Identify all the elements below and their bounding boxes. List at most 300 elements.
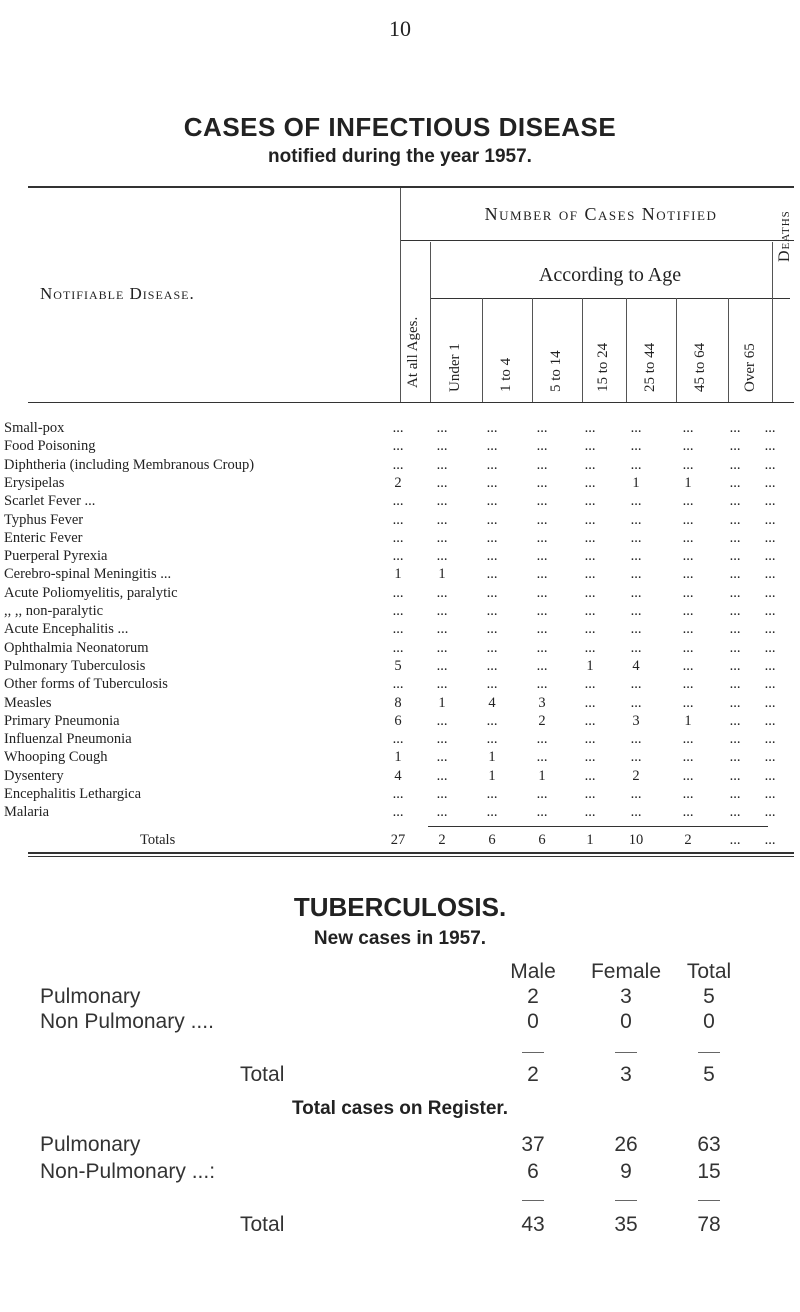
table-row (0, 457, 800, 475)
table-row (0, 585, 800, 603)
table-cell: ... (392, 621, 404, 638)
tb-row-label: Non Pulmonary .... (40, 1010, 214, 1033)
tb-cell: 9 (620, 1160, 632, 1183)
table-cell: ... (729, 639, 741, 656)
table-cell: 1 (684, 712, 692, 729)
table-cell: ... (729, 456, 741, 473)
table-cell: ... (764, 694, 776, 711)
table-cell: 1 (586, 832, 594, 848)
table-cell: ... (536, 420, 548, 436)
table-cell: ... (584, 749, 596, 766)
table-cell: ... (584, 438, 596, 455)
disease-label: Enteric Fever (4, 529, 83, 546)
table-cell: ... (584, 420, 596, 436)
table-cell: ... (630, 420, 642, 436)
table-row (0, 530, 800, 548)
table-cell: ... (682, 511, 694, 528)
table-cell: 2 (632, 767, 640, 784)
disease-label: Diphtheria (including Membranous Croup) (4, 456, 255, 473)
table-cell: ... (536, 584, 548, 601)
table-cell: ... (729, 731, 741, 748)
disease-label: Other forms of Tuberculosis (4, 676, 168, 693)
table-cell: ... (630, 621, 642, 638)
table-cell: ... (764, 767, 776, 784)
table-cell: ... (486, 474, 498, 491)
table-cell: ... (764, 548, 776, 565)
tb-cell: 15 (697, 1160, 721, 1183)
table-cell: ... (536, 804, 548, 821)
table-cell: ... (584, 493, 596, 510)
col-divider (582, 298, 583, 402)
number-header-rule (400, 240, 794, 241)
table-cell: ... (536, 474, 548, 491)
table-cell: ... (486, 566, 498, 583)
table-cell: ... (764, 566, 776, 583)
header-age-col: 5 to 14 (548, 350, 564, 392)
table-cell: ... (729, 420, 741, 436)
age-header-rule (430, 298, 790, 299)
table-cell: ... (536, 621, 548, 638)
table-cell: ... (764, 438, 776, 455)
table-cell: ... (630, 529, 642, 546)
tb-row-label: Pulmonary (40, 985, 141, 1008)
table-cell: ... (486, 438, 498, 455)
table-cell: ... (436, 786, 448, 802)
table-cell: ... (764, 529, 776, 546)
disease-label: Acute Poliomyelitis, paralytic (4, 584, 178, 601)
table-cell: ... (764, 749, 776, 766)
table-cell: ... (536, 731, 548, 748)
table-cell: ... (486, 621, 498, 638)
table-cell: ... (584, 529, 596, 546)
table-cell: ... (584, 456, 596, 473)
table-cell: ... (729, 804, 741, 821)
header-notifiable-disease: Notifiable Disease. (40, 284, 195, 303)
col-divider (626, 298, 627, 402)
table-cell: ... (486, 676, 498, 693)
page-number: 10 (389, 16, 411, 41)
table-cell: ... (682, 676, 694, 693)
table-cell: ... (486, 511, 498, 528)
tb-row-label: Pulmonary (40, 1133, 141, 1156)
table-cell: ... (392, 548, 404, 565)
table-cell: ... (436, 676, 448, 693)
table-cell: ... (436, 749, 448, 766)
table-cell: 1 (488, 749, 496, 766)
table-cell: ... (764, 786, 776, 802)
tb-total-label: Total (240, 1063, 285, 1086)
disease-label: Encephalitis Lethargica (4, 786, 142, 802)
disease-label: Puerperal Pyrexia (4, 548, 108, 565)
table-cell: ... (764, 657, 776, 674)
table-cell: 5 (394, 657, 402, 674)
table-cell: ... (764, 493, 776, 510)
table-cell: ... (729, 712, 741, 729)
tb-total-cell: 2 (527, 1063, 539, 1086)
disease-label: Cerebro-spinal Meningitis ... (4, 566, 172, 583)
table-cell: ... (764, 603, 776, 619)
table-cell: ... (486, 712, 498, 729)
new-cases-heading: New cases in 1957. (313, 928, 487, 949)
tb-col-header: Male (510, 960, 556, 983)
col-divider (676, 298, 677, 402)
totals-top-rule (428, 826, 768, 827)
disease-label: Dysentery (4, 767, 64, 784)
table-cell: ... (536, 438, 548, 455)
table-row (0, 420, 800, 438)
table-cell: 1 (632, 474, 640, 491)
table-cell: ... (729, 786, 741, 802)
table-cell: ... (486, 456, 498, 473)
table-cell: ... (536, 566, 548, 583)
table-cell: 4 (632, 657, 640, 674)
table-cell: ... (630, 804, 642, 821)
table-cell: 6 (538, 832, 546, 848)
table-cell: 1 (438, 694, 446, 711)
table-cell: ... (764, 832, 776, 848)
table-cell: ... (729, 474, 741, 491)
col-divider (482, 298, 483, 402)
table-cell: ... (764, 639, 776, 656)
table-cell: ... (486, 786, 498, 802)
header-at-all-ages: At all Ages. (405, 316, 421, 388)
disease-label: Malaria (4, 804, 50, 821)
table-cell: ... (392, 639, 404, 656)
disease-label: Typhus Fever (4, 511, 84, 528)
header-according-to-age: According to Age (538, 264, 682, 286)
table-cell: ... (392, 804, 404, 821)
header-age-col: 1 to 4 (498, 357, 514, 392)
table-cell: ... (630, 749, 642, 766)
table-cell: 2 (684, 832, 692, 848)
table-cell: ... (584, 712, 596, 729)
table-cell: ... (682, 529, 694, 546)
table-cell: ... (486, 493, 498, 510)
table-cell: 6 (394, 712, 402, 729)
table-cell: ... (630, 493, 642, 510)
disease-label: Erysipelas (4, 474, 65, 491)
table-cell: ... (486, 731, 498, 748)
table-cell: 4 (488, 694, 496, 711)
table-cell: 1 (586, 657, 594, 674)
disease-label: Pulmonary Tuberculosis (4, 657, 146, 674)
table-cell: ... (630, 786, 642, 802)
page-title: CASES OF INFECTIOUS DISEASE (183, 112, 617, 142)
disease-label: Acute Encephalitis ... (4, 621, 129, 638)
table-cell: ... (729, 676, 741, 693)
table-cell: ... (536, 676, 548, 693)
table-cell: ... (584, 731, 596, 748)
table-cell: 3 (538, 694, 546, 711)
tb-cell: 0 (703, 1010, 715, 1033)
disease-label: Totals (140, 832, 176, 848)
table-cell: ... (764, 474, 776, 491)
disease-label: Ophthalmia Neonatorum (4, 639, 149, 656)
table-cell: ... (584, 603, 596, 619)
table-cell: ... (436, 456, 448, 473)
tb-col-header: Female (590, 960, 662, 983)
table-cell: ... (764, 456, 776, 473)
table-cell: ... (392, 603, 404, 619)
table-row (0, 749, 800, 767)
tb-cell: 0 (527, 1010, 539, 1033)
table-cell: 10 (628, 832, 644, 848)
disease-label: Influenzal Pneumonia (4, 731, 132, 748)
disease-label: Scarlet Fever ... (4, 493, 96, 510)
table-cell: ... (436, 438, 448, 455)
col-divider (430, 242, 431, 402)
table-cell: ... (436, 657, 448, 674)
table-cell: ... (630, 584, 642, 601)
table-cell: ... (392, 529, 404, 546)
table-cell: ... (584, 676, 596, 693)
table-cell: ... (536, 529, 548, 546)
disease-label: Food Poisoning (4, 438, 96, 455)
table-cell: ... (764, 804, 776, 821)
table-cell: ... (392, 584, 404, 601)
table-cell: ... (764, 621, 776, 638)
table-row (0, 804, 800, 822)
table-cell: ... (682, 548, 694, 565)
table-cell: ... (436, 529, 448, 546)
table-cell: ... (486, 639, 498, 656)
table-cell: ... (682, 804, 694, 821)
tb-total-label: Total (240, 1213, 285, 1236)
table-row (0, 512, 800, 530)
table-cell: ... (682, 657, 694, 674)
table-cell: ... (392, 511, 404, 528)
table-row (0, 768, 800, 786)
tb-total-rule (615, 1052, 637, 1053)
tb-total-rule (698, 1200, 720, 1201)
tb-cell: 5 (703, 985, 715, 1008)
table-cell: 8 (394, 694, 402, 711)
header-age-col: Over 65 (742, 343, 758, 392)
table-top-rule (28, 186, 794, 188)
table-cell: ... (392, 731, 404, 748)
table-cell: ... (436, 584, 448, 601)
table-cell: 1 (394, 566, 402, 583)
table-cell: ... (630, 694, 642, 711)
header-number-notified: Number of Cases Notified (484, 204, 718, 224)
table-cell: ... (682, 694, 694, 711)
table-cell: ... (764, 731, 776, 748)
table-cell: ... (729, 603, 741, 619)
table-row (0, 731, 800, 749)
table-row (0, 695, 800, 713)
disease-label: Whooping Cough (4, 749, 108, 766)
table-row (0, 438, 800, 456)
tuberculosis-title: TUBERCULOSIS. (293, 892, 507, 922)
totals-row (0, 832, 800, 850)
table-cell: ... (392, 420, 404, 436)
table-cell: ... (682, 603, 694, 619)
tb-total-rule (698, 1052, 720, 1053)
table-cell: 1 (438, 566, 446, 583)
register-heading: Total cases on Register. (291, 1098, 509, 1119)
table-cell: ... (584, 767, 596, 784)
table-cell: ... (584, 804, 596, 821)
table-cell: ... (682, 420, 694, 436)
table-cell: ... (682, 438, 694, 455)
table-cell: 1 (488, 767, 496, 784)
table-cell: ... (436, 712, 448, 729)
table-cell: 2 (538, 712, 546, 729)
table-cell: ... (436, 493, 448, 510)
table-bottom-rule (28, 852, 794, 854)
table-cell: 1 (684, 474, 692, 491)
tb-total-rule (615, 1200, 637, 1201)
table-cell: ... (682, 639, 694, 656)
table-cell: ... (392, 438, 404, 455)
tb-total-rule (522, 1200, 544, 1201)
table-cell: ... (436, 474, 448, 491)
table-cell: ... (486, 657, 498, 674)
tb-total-cell: 35 (614, 1213, 638, 1236)
header-deaths: Deaths (776, 210, 793, 262)
table-cell: 2 (394, 474, 402, 491)
table-cell: ... (536, 511, 548, 528)
table-cell: ... (682, 584, 694, 601)
table-cell: ... (584, 548, 596, 565)
tb-total-cell: 78 (697, 1213, 721, 1236)
table-row (0, 676, 800, 694)
table-cell: ... (630, 456, 642, 473)
header-age-col: 15 to 24 (595, 342, 611, 392)
table-cell: ... (729, 548, 741, 565)
table-cell: ... (392, 676, 404, 693)
table-row (0, 566, 800, 584)
table-row (0, 621, 800, 639)
table-cell: ... (584, 511, 596, 528)
table-cell: ... (436, 804, 448, 821)
table-cell: ... (436, 511, 448, 528)
table-cell: 3 (632, 712, 640, 729)
table-cell: ... (536, 786, 548, 802)
tb-cell: 2 (527, 985, 539, 1008)
col-divider (532, 298, 533, 402)
tb-cell: 37 (521, 1133, 545, 1156)
table-cell: ... (682, 749, 694, 766)
table-cell: ... (682, 786, 694, 802)
header-age-col: 45 to 64 (692, 342, 708, 392)
table-row (0, 658, 800, 676)
table-cell: ... (536, 657, 548, 674)
disease-label: Small-pox (4, 420, 65, 436)
table-cell: ... (486, 603, 498, 619)
table-cell: ... (630, 511, 642, 528)
tb-cell: 26 (614, 1133, 638, 1156)
table-cell: ... (584, 694, 596, 711)
table-row (0, 713, 800, 731)
table-cell: ... (764, 511, 776, 528)
table-cell: ... (729, 767, 741, 784)
table-cell: ... (486, 529, 498, 546)
table-cell: ... (729, 438, 741, 455)
table-cell: ... (764, 712, 776, 729)
page-subtitle: notified during the year 1957. (268, 146, 532, 167)
table-cell: ... (436, 731, 448, 748)
tb-cell: 3 (620, 985, 632, 1008)
disease-label: ,, ,, non-paralytic (4, 603, 104, 619)
table-cell: 1 (394, 749, 402, 766)
tb-total-rule (522, 1052, 544, 1053)
table-cell: ... (486, 420, 498, 436)
table-cell: ... (584, 566, 596, 583)
table-cell: ... (486, 548, 498, 565)
table-cell: ... (536, 493, 548, 510)
table-cell: ... (436, 420, 448, 436)
table-cell: ... (729, 493, 741, 510)
table-cell: ... (392, 493, 404, 510)
table-cell: ... (682, 731, 694, 748)
tb-cell: 63 (697, 1133, 721, 1156)
table-cell: 6 (488, 832, 496, 848)
table-cell: ... (729, 621, 741, 638)
table-cell: ... (630, 639, 642, 656)
table-cell: ... (536, 639, 548, 656)
table-cell: 1 (538, 767, 546, 784)
table-cell: ... (486, 804, 498, 821)
table-cell: 2 (438, 832, 446, 848)
table-cell: ... (729, 657, 741, 674)
table-row (0, 786, 800, 804)
table-cell: ... (584, 786, 596, 802)
table-cell: ... (392, 786, 404, 802)
table-cell: ... (436, 621, 448, 638)
table-cell: ... (630, 566, 642, 583)
col-divider (400, 188, 401, 402)
table-cell: ... (630, 438, 642, 455)
tb-col-header: Total (686, 960, 732, 983)
table-cell: ... (536, 456, 548, 473)
table-cell: ... (630, 603, 642, 619)
table-cell: ... (729, 832, 741, 848)
table-cell: ... (536, 749, 548, 766)
table-cell: ... (392, 456, 404, 473)
table-row (0, 475, 800, 493)
table-cell: ... (630, 676, 642, 693)
table-cell: ... (729, 511, 741, 528)
table-cell: 27 (390, 832, 406, 848)
table-cell: ... (729, 529, 741, 546)
col-divider (728, 298, 729, 402)
table-bottom-rule-2 (28, 856, 794, 857)
table-cell: ... (682, 566, 694, 583)
table-cell: ... (630, 548, 642, 565)
table-cell: ... (584, 474, 596, 491)
header-age-col: 25 to 44 (642, 342, 658, 392)
table-row (0, 493, 800, 511)
header-bottom-rule (28, 402, 794, 403)
table-cell: ... (682, 493, 694, 510)
tb-total-cell: 5 (703, 1063, 715, 1086)
table-cell: ... (729, 566, 741, 583)
table-cell: ... (436, 767, 448, 784)
table-row (0, 548, 800, 566)
disease-label: Primary Pneumonia (4, 712, 120, 729)
tb-row-label: Non-Pulmonary ...: (40, 1160, 216, 1183)
table-cell: ... (682, 621, 694, 638)
table-cell: ... (682, 456, 694, 473)
table-cell: ... (436, 639, 448, 656)
header-age-col: Under 1 (447, 343, 463, 392)
table-cell: ... (536, 548, 548, 565)
tb-total-cell: 3 (620, 1063, 632, 1086)
table-cell: ... (764, 420, 776, 436)
table-cell: 4 (394, 767, 402, 784)
disease-label: Measles (4, 694, 52, 711)
